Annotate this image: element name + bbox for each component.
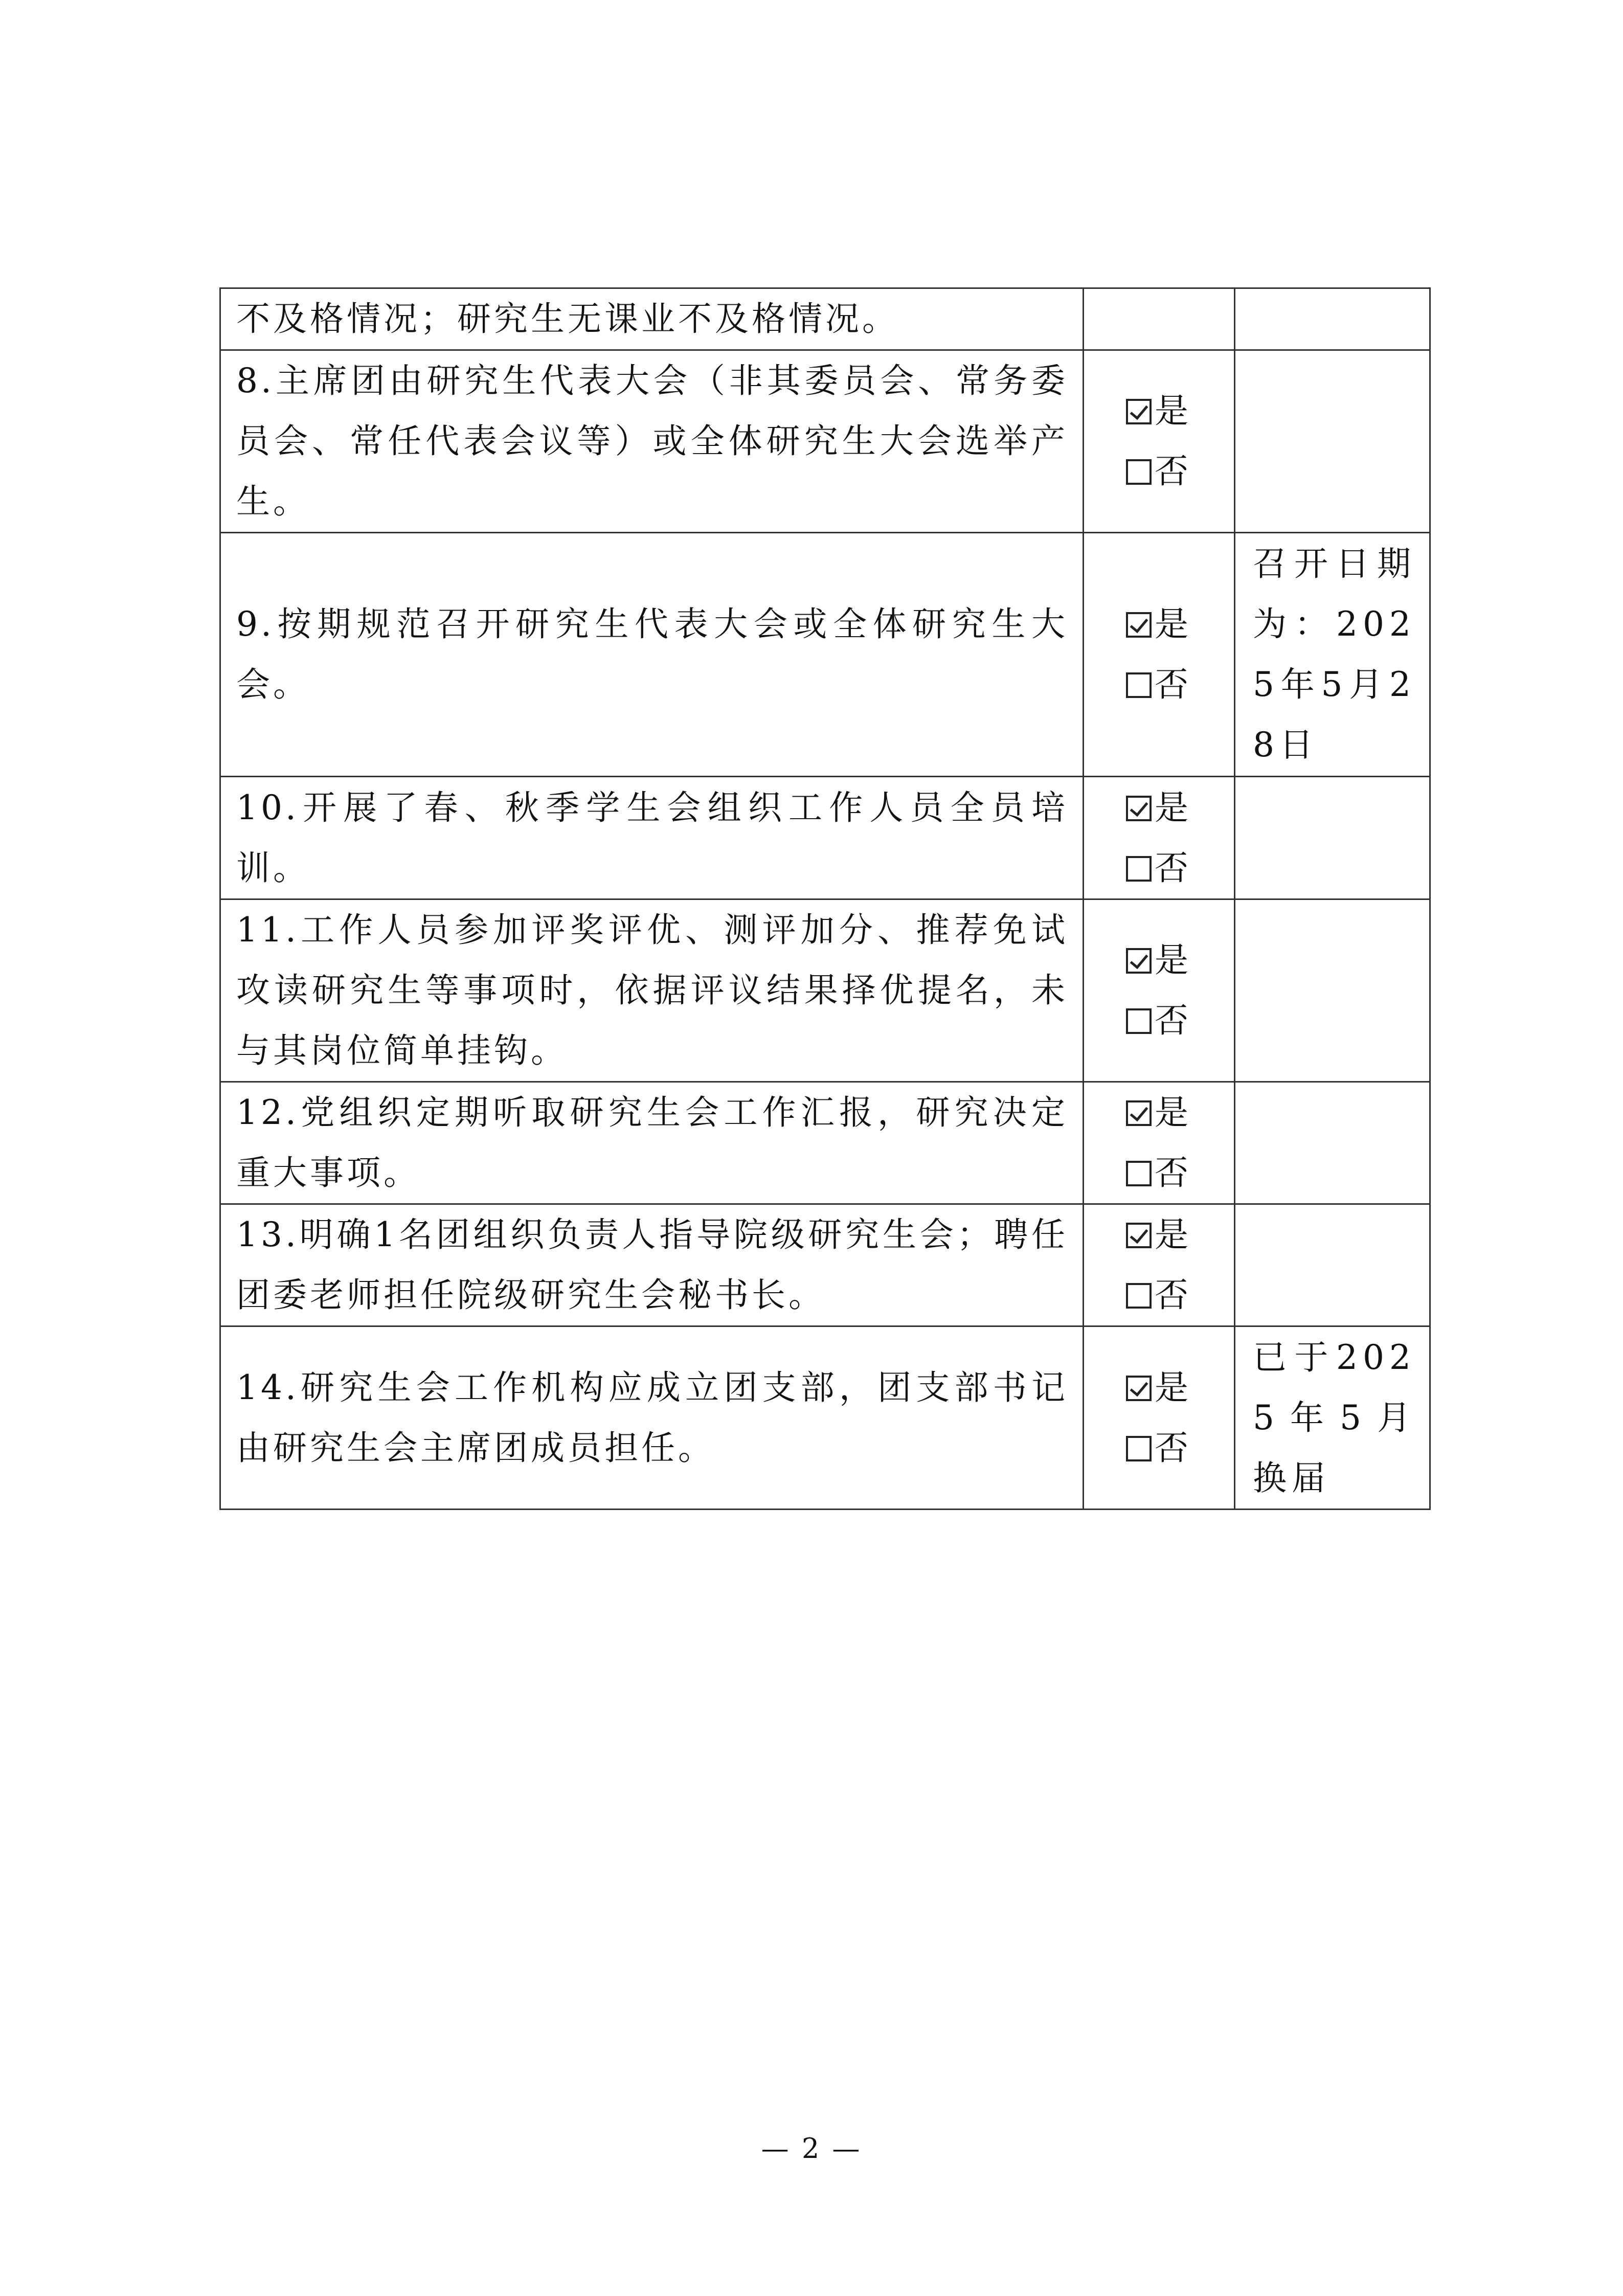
checked-box-icon[interactable] [1126,612,1152,638]
check-cell [1084,350,1235,533]
yes-label: 是 [1155,1367,1189,1407]
empty-box-icon[interactable] [1126,1436,1152,1461]
check-cell [1084,533,1235,777]
table-row [220,533,1430,777]
empty-box-icon[interactable] [1126,1283,1152,1309]
no-label: 否 [1155,848,1189,888]
note-text: 召开日期为：2025年5月28日 [1235,533,1430,777]
checked-box-icon[interactable] [1126,1376,1152,1401]
note-text [1235,350,1430,533]
note-text [1235,899,1430,1082]
note-text [1235,777,1430,899]
note-text: 已于2025年5月换届 [1235,1326,1430,1510]
checked-box-icon[interactable] [1126,399,1152,424]
yes-option[interactable] [1126,778,1234,838]
item-text: 13.明确1名团组织负责人指导院级研究生会；聘任团委老师担任院级研究生会秘书长。 [220,1204,1084,1326]
checklist-table [219,287,1431,1510]
item-text: 不及格情况；研究生无课业不及格情况。 [220,288,1084,350]
check-cell [1084,288,1235,350]
item-text: 9.按期规范召开研究生代表大会或全体研究生大会。 [220,533,1084,777]
table-row [220,777,1430,899]
item-text: 14.研究生会工作机构应成立团支部，团支部书记由研究生会主席团成员担任。 [220,1326,1084,1510]
no-label: 否 [1155,1153,1189,1192]
checked-box-icon[interactable] [1126,796,1152,821]
empty-box-icon[interactable] [1126,459,1152,485]
check-cell [1084,1204,1235,1326]
yes-option[interactable] [1126,594,1234,655]
yes-option[interactable] [1126,381,1234,441]
checked-box-icon[interactable] [1126,948,1152,974]
yes-option[interactable] [1126,930,1234,991]
check-cell [1084,899,1235,1082]
no-option[interactable] [1126,655,1234,715]
no-option[interactable] [1126,441,1234,502]
check-cell [1084,1326,1235,1510]
yes-option[interactable] [1126,1083,1234,1143]
no-option[interactable] [1126,991,1234,1051]
checked-box-icon[interactable] [1126,1223,1152,1248]
item-text: 11.工作人员参加评奖评优、测评加分、推荐免试攻读研究生等事项时，依据评议结果择优提名，未与其岗位简单挂钩。 [220,899,1084,1082]
note-text [1235,1082,1430,1204]
no-label: 否 [1155,665,1189,704]
no-label: 否 [1155,1428,1189,1468]
yes-label: 是 [1155,940,1189,980]
yes-label: 是 [1155,787,1189,827]
yes-label: 是 [1155,1093,1189,1132]
item-text: 8.主席团由研究生代表大会（非其委员会、常务委员会、常任代表会议等）或全体研究生大会选举产生。 [220,350,1084,533]
empty-box-icon[interactable] [1126,1161,1152,1186]
table-row [220,1082,1430,1204]
note-text [1235,1204,1430,1326]
table-row [220,1326,1430,1510]
yes-option[interactable] [1126,1205,1234,1265]
table-row [220,288,1430,350]
no-label: 否 [1155,1275,1189,1315]
item-text: 10.开展了春、秋季学生会组织工作人员全员培训。 [220,777,1084,899]
page-number: — 2 — [761,2132,862,2165]
no-label: 否 [1155,452,1189,491]
table-row [220,899,1430,1082]
no-option[interactable] [1126,1265,1234,1325]
yes-label: 是 [1155,1215,1189,1254]
note-text [1235,288,1430,350]
table-row [220,350,1430,533]
empty-box-icon[interactable] [1126,1008,1152,1034]
table-row [220,1204,1430,1326]
yes-option[interactable] [1126,1358,1234,1418]
empty-box-icon[interactable] [1126,672,1152,698]
no-option[interactable] [1126,1143,1234,1203]
checked-box-icon[interactable] [1126,1100,1152,1126]
empty-box-icon[interactable] [1126,856,1152,882]
check-cell [1084,1082,1235,1204]
yes-label: 是 [1155,604,1189,644]
no-label: 否 [1155,1001,1189,1040]
yes-label: 是 [1155,391,1189,431]
item-text: 12.党组织定期听取研究生会工作汇报，研究决定重大事项。 [220,1082,1084,1204]
check-cell [1084,777,1235,899]
no-option[interactable] [1126,1418,1234,1478]
no-option[interactable] [1126,838,1234,898]
